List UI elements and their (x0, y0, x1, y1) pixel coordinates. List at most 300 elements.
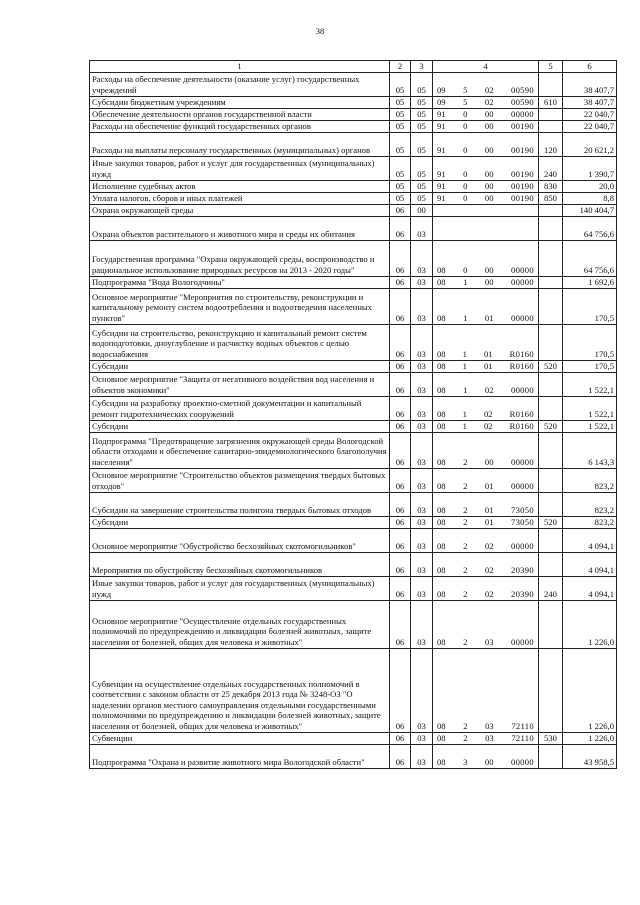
row-target-article (433, 204, 539, 216)
target-article-part: 00 (484, 109, 494, 119)
row-amount: 1 522,1 (563, 420, 617, 432)
target-article-part: 08 (437, 481, 446, 491)
row-name: Иные закупки товаров, работ и услуг для государственных (муниципальных) нужд (90, 156, 390, 180)
table-row (90, 600, 617, 648)
row-subsection: 03 (411, 600, 433, 648)
target-article-part: 2 (463, 721, 468, 731)
target-article-part: 1 (463, 313, 468, 323)
target-article-part: 01 (484, 505, 494, 515)
target-article-part: 08 (437, 733, 446, 743)
row-subsection: 03 (411, 744, 433, 768)
row-amount: 140 404,7 (563, 204, 617, 216)
row-amount: 1 390,7 (563, 156, 617, 180)
table-row (90, 96, 617, 108)
row-name: Основное мероприятие "Строительство объектов размещения твердых бытовых отходов" (90, 468, 390, 492)
table-row (90, 648, 617, 732)
row-subsection: 03 (411, 648, 433, 732)
row-target-article (433, 216, 539, 240)
target-article-part: 0 (463, 169, 468, 179)
target-article-part: 00000 (510, 277, 534, 287)
target-article-part: 91 (437, 145, 446, 155)
target-article-part: 00190 (510, 193, 534, 203)
row-name: Основное мероприятие "Осуществление отдельных государственных полномочий по предупреждению и ликвидации болезней животных, защите населения от болезней, общих для человека и животных" (90, 600, 390, 648)
row-expense-type: 520 (539, 516, 563, 528)
row-subsection: 03 (411, 396, 433, 420)
row-expense-type (539, 432, 563, 468)
row-expense-type (539, 204, 563, 216)
row-target-article (433, 372, 539, 396)
target-article-part: 00 (484, 181, 494, 191)
row-amount: 8,8 (563, 192, 617, 204)
row-name: Субсидии (90, 516, 390, 528)
row-name: Субвенции на осуществление отдельных государственных полномочий в соответствии с законом области от 25 декабря 2013 года № 3248-ОЗ "О наделении органов местного самоуправления отдельными государственными полномочиями по предупреждению и ликвидации болезней животных, защите населения от болезней, общих для человека и животных" (90, 648, 390, 732)
target-article-part: 5 (463, 85, 468, 95)
row-expense-type: 520 (539, 360, 563, 372)
target-article-part: 09 (437, 97, 446, 107)
row-section: 06 (390, 204, 411, 216)
target-article-part: 03 (484, 637, 494, 647)
row-expense-type (539, 276, 563, 288)
row-expense-type (539, 600, 563, 648)
target-article-part: 02 (484, 565, 494, 575)
target-article-part: 08 (437, 421, 446, 431)
row-subsection: 03 (411, 576, 433, 600)
row-amount: 6 143,3 (563, 432, 617, 468)
row-section: 06 (390, 216, 411, 240)
target-article-part: 02 (483, 409, 493, 419)
row-section: 05 (390, 156, 411, 180)
target-article-part: R0160 (509, 349, 534, 359)
target-article-part: 2 (463, 481, 468, 491)
row-target-article (433, 72, 539, 96)
row-expense-type (539, 288, 563, 324)
row-expense-type (539, 120, 563, 132)
row-section: 06 (390, 492, 411, 516)
target-article-part: 08 (437, 409, 446, 419)
row-section: 06 (390, 324, 411, 360)
row-amount: 22 040,7 (563, 108, 617, 120)
target-article-part: 0 (463, 121, 468, 131)
row-expense-type (539, 108, 563, 120)
row-amount: 823,2 (563, 516, 617, 528)
row-amount: 4 094,1 (563, 528, 617, 552)
row-target-article (433, 240, 539, 276)
row-section: 05 (390, 192, 411, 204)
header-col-expense-type: 5 (539, 61, 563, 73)
row-name: Расходы на обеспечение деятельности (оказание услуг) государственных учреждений (90, 72, 390, 96)
row-name: Мероприятия по обустройству бесхозяйных скотомогильников (90, 552, 390, 576)
target-article-part: 0 (463, 181, 468, 191)
target-article-part: 08 (437, 313, 446, 323)
table-row (90, 120, 617, 132)
row-section: 06 (390, 516, 411, 528)
row-amount: 823,2 (563, 492, 617, 516)
target-article-part: 00190 (510, 121, 534, 131)
target-article-part: 02 (484, 97, 494, 107)
target-article-part: 08 (437, 277, 446, 287)
table-row (90, 492, 617, 516)
table-row (90, 240, 617, 276)
row-amount: 170,5 (563, 360, 617, 372)
row-amount: 1 522,1 (563, 372, 617, 396)
header-col-name: 1 (90, 61, 390, 73)
target-article-part: 72110 (511, 721, 534, 731)
target-article-part: 01 (484, 313, 494, 323)
row-subsection: 03 (411, 240, 433, 276)
row-expense-type: 850 (539, 192, 563, 204)
target-article-part: 91 (437, 193, 446, 203)
table-row (90, 216, 617, 240)
target-article-part: 00590 (510, 85, 534, 95)
row-expense-type (539, 72, 563, 96)
target-article-part: 02 (484, 589, 494, 599)
row-section: 05 (390, 96, 411, 108)
row-amount: 4 094,1 (563, 552, 617, 576)
row-name: Основное мероприятие "Обустройство бесхозяйных скотомогильников" (90, 528, 390, 552)
table-row (90, 192, 617, 204)
row-target-article (433, 192, 539, 204)
target-article-part: 73050 (510, 517, 534, 527)
target-article-part: 08 (437, 361, 446, 371)
row-subsection: 03 (411, 276, 433, 288)
target-article-part: 02 (484, 85, 494, 95)
row-section: 06 (390, 732, 411, 744)
row-target-article (433, 96, 539, 108)
row-section: 06 (390, 372, 411, 396)
row-target-article (433, 468, 539, 492)
target-article-part: R0160 (509, 361, 534, 371)
target-article-part: 1 (463, 277, 468, 287)
header-col-amount: 6 (563, 61, 617, 73)
row-subsection: 05 (411, 132, 433, 156)
row-expense-type: 610 (539, 96, 563, 108)
row-target-article (433, 528, 539, 552)
target-article-part: 03 (485, 733, 494, 743)
row-target-article (433, 396, 539, 420)
target-article-part: 00 (484, 265, 494, 275)
target-article-part: 2 (463, 733, 468, 743)
row-subsection: 00 (411, 204, 433, 216)
target-article-part: 2 (463, 589, 468, 599)
table-row (90, 420, 617, 432)
row-name: Подпрограмма "Вода Вологодчины" (90, 276, 390, 288)
row-amount: 1 226,0 (563, 648, 617, 732)
table-row (90, 180, 617, 192)
row-target-article (433, 420, 539, 432)
row-amount: 64 756,6 (563, 240, 617, 276)
target-article-part: 2 (463, 457, 468, 467)
row-name: Охрана объектов растительного и животного мира и среды их обитания (90, 216, 390, 240)
table-row (90, 576, 617, 600)
target-article-part: 1 (463, 385, 468, 395)
table-row (90, 156, 617, 180)
row-expense-type (539, 396, 563, 420)
row-name: Основное мероприятие "Мероприятия по строительству, реконструкции и капитальному ремонту систем водоотребления и водоотведения населенных пунктов" (90, 288, 390, 324)
target-article-part: 00190 (510, 145, 534, 155)
row-expense-type: 120 (539, 132, 563, 156)
row-amount: 170,5 (563, 324, 617, 360)
row-section: 06 (390, 396, 411, 420)
row-target-article (433, 156, 539, 180)
row-section: 06 (390, 648, 411, 732)
table-row (90, 72, 617, 96)
row-amount: 4 094,1 (563, 576, 617, 600)
target-article-part: 20390 (510, 565, 534, 575)
table-row (90, 744, 617, 768)
target-article-part: 0 (463, 193, 468, 203)
table-row (90, 288, 617, 324)
header-col-subsection: 3 (411, 61, 433, 73)
row-target-article (433, 600, 539, 648)
row-section: 06 (390, 468, 411, 492)
target-article-part: 01 (483, 361, 493, 371)
row-target-article (433, 132, 539, 156)
table-row (90, 516, 617, 528)
target-article-part: 1 (462, 349, 467, 359)
target-article-part: 00000 (510, 481, 534, 491)
target-article-part: R0160 (509, 421, 534, 431)
row-expense-type: 530 (539, 732, 563, 744)
table-row (90, 324, 617, 360)
row-subsection: 05 (411, 96, 433, 108)
row-amount: 1 522,1 (563, 396, 617, 420)
row-amount: 20 621,2 (563, 132, 617, 156)
table-row (90, 108, 617, 120)
row-name: Субсидии (90, 360, 390, 372)
target-article-part: 08 (437, 721, 446, 731)
target-article-part: 00 (484, 757, 494, 767)
target-article-part: 00000 (510, 385, 534, 395)
target-article-part: 00000 (510, 637, 534, 647)
target-article-part: 00000 (510, 457, 534, 467)
target-article-part: 1 (462, 361, 467, 371)
table-row (90, 132, 617, 156)
target-article-part: 0 (463, 265, 468, 275)
row-section: 05 (390, 120, 411, 132)
row-section: 05 (390, 72, 411, 96)
target-article-part: 3 (463, 757, 468, 767)
row-amount: 22 040,7 (563, 120, 617, 132)
target-article-part: 91 (437, 121, 446, 131)
target-article-part: 2 (463, 541, 468, 551)
row-target-article (433, 648, 539, 732)
table-row (90, 396, 617, 420)
row-section: 06 (390, 288, 411, 324)
target-article-part: 00190 (510, 169, 534, 179)
row-name: Субсидии на разработку проектно-сметной документации и капитальный ремонт гидротехнических сооружений (90, 396, 390, 420)
row-name: Уплата налогов, сборов и иных платежей (90, 192, 390, 204)
table-row (90, 552, 617, 576)
row-name: Подпрограмма "Предотвращение загрязнения окружающей среды Вологодской области отходами и обеспечение санитарно-эпидемиологического благополучия населения" (90, 432, 390, 468)
row-amount: 1 692,6 (563, 276, 617, 288)
row-subsection: 05 (411, 120, 433, 132)
row-target-article (433, 432, 539, 468)
row-expense-type: 240 (539, 576, 563, 600)
row-subsection: 03 (411, 732, 433, 744)
row-subsection: 03 (411, 552, 433, 576)
table-row (90, 204, 617, 216)
target-article-part: R0160 (509, 409, 534, 419)
target-article-part: 08 (437, 517, 446, 527)
target-article-part: 00000 (510, 313, 534, 323)
target-article-part: 01 (484, 481, 494, 491)
target-article-part: 02 (484, 385, 494, 395)
row-subsection: 03 (411, 324, 433, 360)
row-target-article (433, 276, 539, 288)
target-article-part: 73050 (510, 505, 534, 515)
row-amount: 64 756,6 (563, 216, 617, 240)
header-row (90, 61, 617, 73)
table-row (90, 360, 617, 372)
row-subsection: 03 (411, 420, 433, 432)
target-article-part: 01 (484, 517, 494, 527)
table-row (90, 732, 617, 744)
target-article-part: 08 (437, 541, 446, 551)
row-expense-type (539, 240, 563, 276)
row-subsection: 05 (411, 108, 433, 120)
row-section: 06 (390, 600, 411, 648)
target-article-part: 08 (437, 637, 446, 647)
row-subsection: 03 (411, 528, 433, 552)
page-number: 38 (315, 26, 325, 36)
target-article-part: 1 (462, 409, 467, 419)
row-subsection: 05 (411, 156, 433, 180)
row-expense-type (539, 468, 563, 492)
table-row (90, 528, 617, 552)
row-subsection: 03 (411, 432, 433, 468)
row-name: Государственная программа "Охрана окружающей среды, воспроизводство и рациональное использование природных ресурсов на 2013 - 2020 годы" (90, 240, 390, 276)
row-expense-type (539, 528, 563, 552)
row-amount: 1 226,0 (563, 600, 617, 648)
target-article-part: 91 (437, 109, 446, 119)
row-section: 06 (390, 360, 411, 372)
row-expense-type (539, 324, 563, 360)
target-article-part: 00 (484, 145, 494, 155)
row-name: Субсидии на завершение строительства полигона твердых бытовых отходов (90, 492, 390, 516)
row-subsection: 03 (411, 468, 433, 492)
row-target-article (433, 324, 539, 360)
target-article-part: 00 (484, 457, 494, 467)
target-article-part: 08 (437, 457, 446, 467)
row-section: 05 (390, 132, 411, 156)
row-section: 06 (390, 576, 411, 600)
row-target-article (433, 516, 539, 528)
row-subsection: 03 (411, 288, 433, 324)
row-section: 06 (390, 276, 411, 288)
row-name: Расходы на выплаты персоналу государственных (муниципальных) органов (90, 132, 390, 156)
table-row (90, 468, 617, 492)
row-name: Подпрограмма "Охрана и развитие животного мира Вологодской области" (90, 744, 390, 768)
row-name: Субсидии (90, 420, 390, 432)
row-name: Субсидии на строительство, реконструкцию и капитальный ремонт систем водоподготовки, дноуглубление и расчистку водных объектов с целью водоснабжения (90, 324, 390, 360)
target-article-part: 00000 (510, 757, 534, 767)
target-article-part: 00000 (510, 109, 534, 119)
target-article-part: 72110 (511, 733, 534, 743)
target-article-part: 08 (437, 385, 446, 395)
row-section: 06 (390, 528, 411, 552)
row-subsection: 05 (411, 192, 433, 204)
target-article-part: 09 (437, 85, 446, 95)
row-amount: 170,5 (563, 288, 617, 324)
table-row (90, 276, 617, 288)
target-article-part: 08 (437, 757, 446, 767)
header-col-target-article: 4 (433, 61, 539, 73)
target-article-part: 00 (484, 193, 494, 203)
target-article-part: 2 (463, 565, 468, 575)
row-subsection: 03 (411, 372, 433, 396)
row-section: 06 (390, 420, 411, 432)
row-section: 06 (390, 432, 411, 468)
target-article-part: 91 (437, 181, 446, 191)
target-article-part: 00000 (510, 265, 534, 275)
row-name: Субвенции (90, 732, 390, 744)
row-name: Исполнение судебных актов (90, 180, 390, 192)
table-row (90, 432, 617, 468)
budget-table (89, 60, 617, 769)
row-subsection: 03 (411, 492, 433, 516)
target-article-part: 1 (462, 421, 467, 431)
row-name: Обеспечение деятельности органов государственной власти (90, 108, 390, 120)
row-expense-type (539, 372, 563, 396)
target-article-part: 0 (463, 145, 468, 155)
row-name: Охрана окружающей среды (90, 204, 390, 216)
row-target-article (433, 552, 539, 576)
target-article-part: 08 (437, 565, 446, 575)
target-article-part: 20390 (510, 589, 534, 599)
target-article-part: 2 (463, 637, 468, 647)
row-expense-type: 240 (539, 156, 563, 180)
row-amount: 20,0 (563, 180, 617, 192)
row-expense-type (539, 648, 563, 732)
row-amount: 38 407,7 (563, 96, 617, 108)
row-subsection: 05 (411, 72, 433, 96)
target-article-part: 08 (437, 349, 446, 359)
row-section: 05 (390, 180, 411, 192)
header-col-section: 2 (390, 61, 411, 73)
row-target-article (433, 108, 539, 120)
target-article-part: 00 (484, 277, 494, 287)
row-amount: 823,2 (563, 468, 617, 492)
table-row (90, 372, 617, 396)
target-article-part: 08 (437, 505, 446, 515)
row-target-article (433, 360, 539, 372)
row-expense-type (539, 744, 563, 768)
row-target-article (433, 576, 539, 600)
row-section: 05 (390, 108, 411, 120)
row-expense-type: 520 (539, 420, 563, 432)
row-target-article (433, 732, 539, 744)
row-amount: 38 407,7 (563, 72, 617, 96)
target-article-part: 91 (437, 169, 446, 179)
row-amount: 43 958,5 (563, 744, 617, 768)
target-article-part: 08 (437, 265, 446, 275)
row-expense-type (539, 492, 563, 516)
target-article-part: 0 (463, 109, 468, 119)
row-section: 06 (390, 552, 411, 576)
row-subsection: 05 (411, 180, 433, 192)
target-article-part: 02 (484, 541, 494, 551)
target-article-part: 5 (463, 97, 468, 107)
target-article-part: 2 (463, 517, 468, 527)
target-article-part: 00190 (510, 181, 534, 191)
row-subsection: 03 (411, 516, 433, 528)
row-name: Расходы на обеспечение функций государственных органов (90, 120, 390, 132)
row-target-article (433, 120, 539, 132)
row-name: Иные закупки товаров, работ и услуг для государственных (муниципальных) нужд (90, 576, 390, 600)
row-expense-type (539, 552, 563, 576)
row-target-article (433, 492, 539, 516)
target-article-part: 00000 (510, 541, 534, 551)
